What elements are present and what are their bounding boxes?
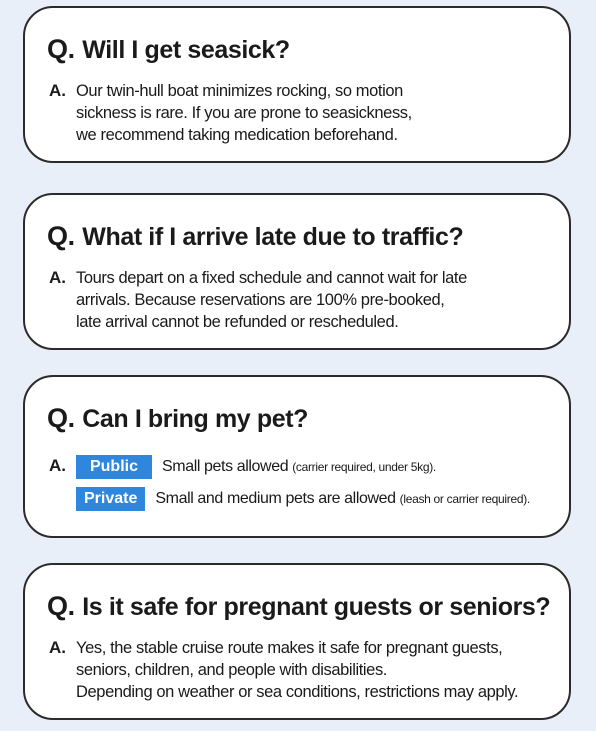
answer-prefix: A. bbox=[49, 638, 66, 657]
answer-line: arrivals. Because reservations are 100% pre-booked, bbox=[76, 291, 445, 309]
question-text: What if I arrive late due to traffic? bbox=[82, 223, 464, 251]
question-text: Can I bring my pet? bbox=[82, 405, 308, 433]
answer-line: Yes, the stable cruise route makes it safe for pregnant guests, bbox=[76, 639, 503, 657]
question-text: Is it safe for pregnant guests or seniors? bbox=[82, 593, 551, 621]
faq-question bbox=[47, 591, 550, 622]
faq-answer bbox=[49, 80, 561, 146]
faq-card-seasick bbox=[23, 6, 571, 163]
faq-answer bbox=[49, 455, 561, 511]
answer-line: Our twin-hull boat minimizes rocking, so motion bbox=[76, 82, 403, 100]
answer-prefix: A. bbox=[49, 456, 66, 475]
faq-question bbox=[47, 403, 308, 434]
faq-card-pets bbox=[23, 375, 571, 538]
answer-prefix: A. bbox=[49, 268, 66, 287]
question-prefix: Q. bbox=[47, 403, 75, 433]
answer-text bbox=[76, 80, 412, 146]
option-text: Small pets allowed bbox=[162, 458, 289, 475]
faq-card-late-arrival bbox=[23, 193, 571, 350]
pet-option-public bbox=[76, 455, 530, 479]
question-text: Will I get seasick? bbox=[82, 36, 290, 64]
option-note: (carrier required, under 5kg). bbox=[292, 460, 436, 474]
option-text: Small and medium pets are allowed bbox=[155, 490, 396, 507]
answer-text bbox=[76, 267, 467, 333]
faq-answer bbox=[49, 637, 561, 703]
faq-question bbox=[47, 34, 290, 65]
pet-options bbox=[76, 455, 530, 511]
answer-line: sickness is rare. If you are prone to seasickness, bbox=[76, 104, 412, 122]
answer-line: seniors, children, and people with disabilities. bbox=[76, 661, 387, 679]
faq-question bbox=[47, 221, 463, 252]
question-prefix: Q. bbox=[47, 34, 75, 64]
question-prefix: Q. bbox=[47, 221, 75, 251]
answer-line: late arrival cannot be refunded or rescheduled. bbox=[76, 313, 399, 331]
answer-line: Tours depart on a fixed schedule and cannot wait for late bbox=[76, 269, 467, 287]
option-note: (leash or carrier required). bbox=[399, 492, 530, 506]
public-tag: Public bbox=[76, 455, 152, 479]
faq-answer bbox=[49, 267, 561, 333]
private-tag: Private bbox=[76, 487, 145, 511]
answer-text bbox=[76, 637, 518, 703]
question-prefix: Q. bbox=[47, 591, 75, 621]
pet-option-private bbox=[76, 487, 530, 511]
answer-prefix: A. bbox=[49, 81, 66, 100]
answer-line: Depending on weather or sea conditions, restrictions may apply. bbox=[76, 683, 519, 701]
faq-card-safety bbox=[23, 563, 571, 720]
answer-line: we recommend taking medication beforehand. bbox=[76, 126, 398, 144]
